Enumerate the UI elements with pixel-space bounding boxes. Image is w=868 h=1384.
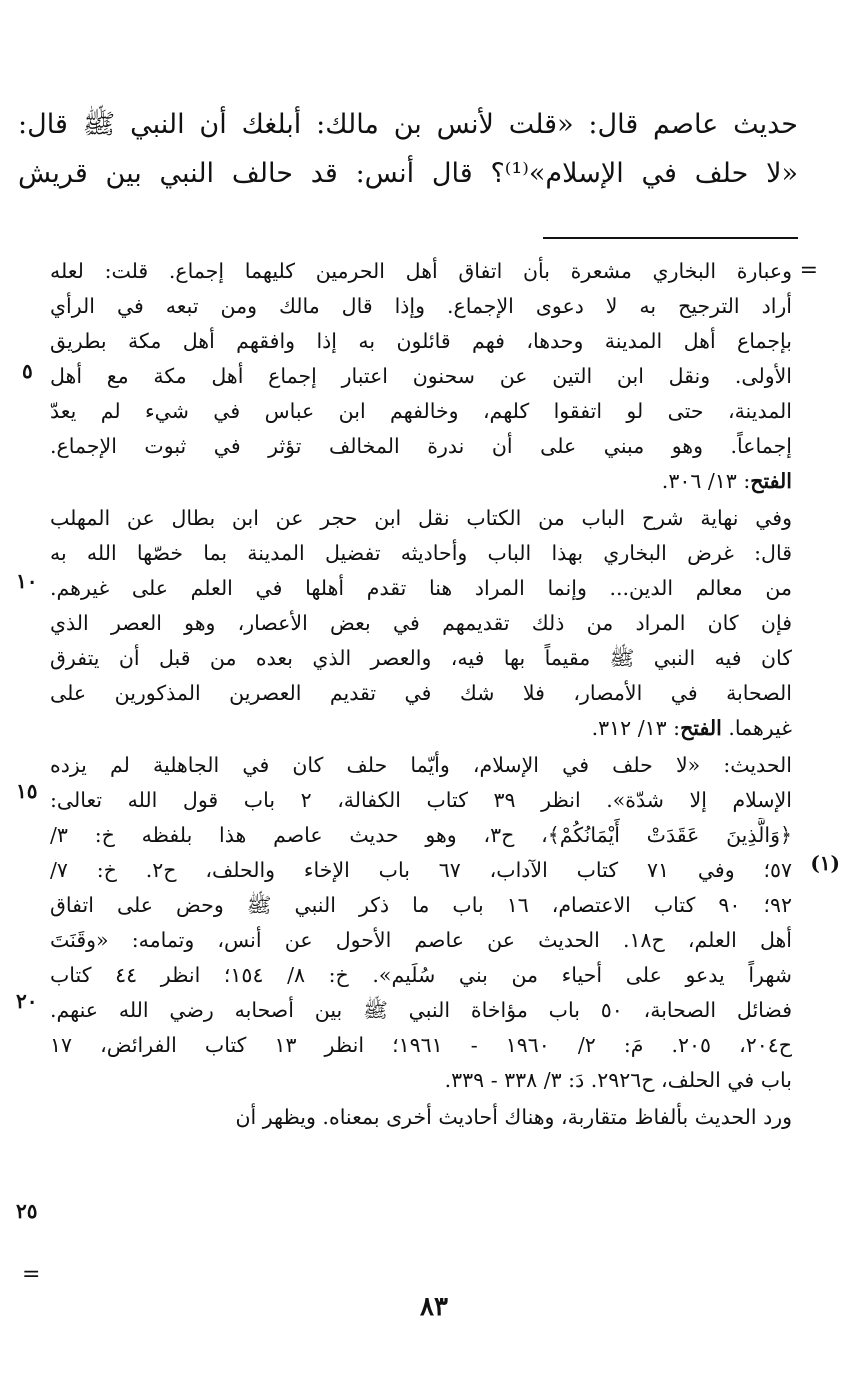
footnotes	[50, 254, 792, 1137]
continuation-marker: =	[799, 258, 818, 283]
footnote-line: ﴿وَالَّذِينَ عَقَدَتْ أَيْمَانُكُمْ﴾، ح٣، وهو حديث عاصم هذا بلفظه خ: ٣/	[50, 823, 792, 847]
footnote-line: الإسلام إلا شدّة». انظر ٣٩ كتاب الكفالة، ٢ باب قول الله تعالى:	[50, 788, 792, 812]
footnote-line: قال: غرض البخاري بهذا الباب وأحاديثه تفضيل المدينة بما خصّها الله به	[50, 541, 792, 565]
page-number: ٨٣	[420, 1292, 448, 1322]
line-number-marker: ٢٥	[16, 1199, 38, 1223]
footnote-paragraph	[50, 501, 792, 746]
line-number-marker: ٥	[22, 359, 33, 383]
footnote-continuing	[50, 1100, 792, 1135]
reference-value: : ١٣/ ٣١٢.	[591, 716, 681, 740]
footnote-separator	[543, 237, 798, 239]
footnote-line: الحديث: «لا حلف في الإسلام، وأيّما حلف كان في الجاهلية لم يزده	[50, 753, 792, 777]
footnote-line: باب في الحلف، ح٢٩٢٦. دَ: ٣/ ٣٣٨ - ٣٣٩.	[444, 1068, 792, 1092]
line-number-marker: ١٠	[16, 569, 38, 593]
footnote-line: الصحابة في الأمصار، فلا شك في تقديم العصرين المذكورين على	[50, 681, 792, 705]
footnote-line: من معالم الدين... وإنما المراد هنا تقدم أهلها في العلم على غيرهم.	[50, 576, 792, 600]
main-text-line: حديث عاصم قال: «قلت لأنس بن مالك: أبلغك أن النبي ﷺ قال:	[18, 109, 798, 140]
footnote-line: أهل العلم، ح١٨. الحديث عن عاصم الأحول عن أنس، وتمامه: «وقَنَتَ	[50, 928, 792, 952]
footnote-line: ٥٧؛ وفي ٧١ كتاب الآداب، ٦٧ باب الإخاء والحلف، ح٢. خ: ٧/	[50, 858, 792, 882]
main-text-line: «لا حلف في الإسلام»⁽¹⁾؟ قال أنس: قد حالف النبي بين قريش	[18, 158, 798, 189]
footnote-line: ورد الحديث بألفاظ متقاربة، وهناك أحاديث أخرى بمعناه. ويظهر أن	[235, 1105, 792, 1129]
footnote-line: ح٢٠٤، ٢٠٥. مَ: ٢/ ١٩٦٠ - ١٩٦١؛ انظر ١٣ كتاب الفرائض، ١٧	[50, 1033, 792, 1057]
reference-value: : ١٣/ ٣٠٦.	[661, 469, 751, 493]
footnote-line: وعبارة البخاري مشعرة بأن اتفاق أهل الحرمين كليهما إجماع. قلت: لعله	[50, 259, 792, 283]
footnote-reference	[50, 711, 792, 746]
footnote-1	[50, 748, 792, 1098]
footnote-line: كان فيه النبي ﷺ مقيماً بها فيه، والعصر الذي بعده من قبل أن يتفرق	[50, 646, 792, 670]
footnote-line: ٩٢؛ ٩٠ كتاب الاعتصام، ١٦ باب ما ذكر النبي ﷺ وحض على اتفاق	[50, 893, 792, 917]
reference-label: الفتح	[680, 716, 722, 740]
footnote-continuation-block	[50, 254, 792, 499]
reference-label: الفتح	[750, 469, 792, 493]
footnote-text: غيرهما.	[728, 716, 792, 740]
main-text	[18, 100, 798, 198]
footnote-line: فإن كان المراد من ذلك تقديمهم في بعض الأعصار، وهو العصر الذي	[50, 611, 792, 635]
footnote-line: وفي نهاية شرح الباب من الكتاب نقل ابن حجر عن ابن بطال عن المهلب	[50, 506, 792, 530]
line-number-marker: ١٥	[16, 779, 38, 803]
footnote-line: فضائل الصحابة، ٥٠ باب مؤاخاة النبي ﷺ بين أصحابه رضي الله عنهم.	[50, 998, 792, 1022]
footnote-line: إجماعاً. وهو مبني على أن ندرة المخالف تؤثر في ثبوت الإجماع.	[50, 434, 792, 458]
footnote-reference	[50, 464, 792, 499]
continuation-marker: =	[22, 1262, 41, 1287]
footnote-line: بإجماع أهل المدينة وحدها، فهم قائلون به إذا وافقهم أهل مكة بطريق	[50, 329, 792, 353]
footnote-number: (١)	[810, 851, 840, 875]
footnote-line: المدينة، حتى لو اتفقوا كلهم، وخالفهم ابن عباس في شيء لم يعدّ	[50, 399, 792, 423]
line-number-marker: ٢٠	[16, 989, 38, 1013]
footnote-line: الأولى. ونقل ابن التين عن سحنون اعتبار إجماع أهل مكة مع أهل	[50, 364, 792, 388]
footnote-line: شهراً يدعو على أحياء من بني سُلَيم». خ: ٨/ ١٥٤؛ انظر ٤٤ كتاب	[50, 963, 792, 987]
footnote-line: أراد الترجيح به لا دعوى الإجماع. وإذا قال مالك ومن تبعه في الرأي	[50, 294, 792, 318]
